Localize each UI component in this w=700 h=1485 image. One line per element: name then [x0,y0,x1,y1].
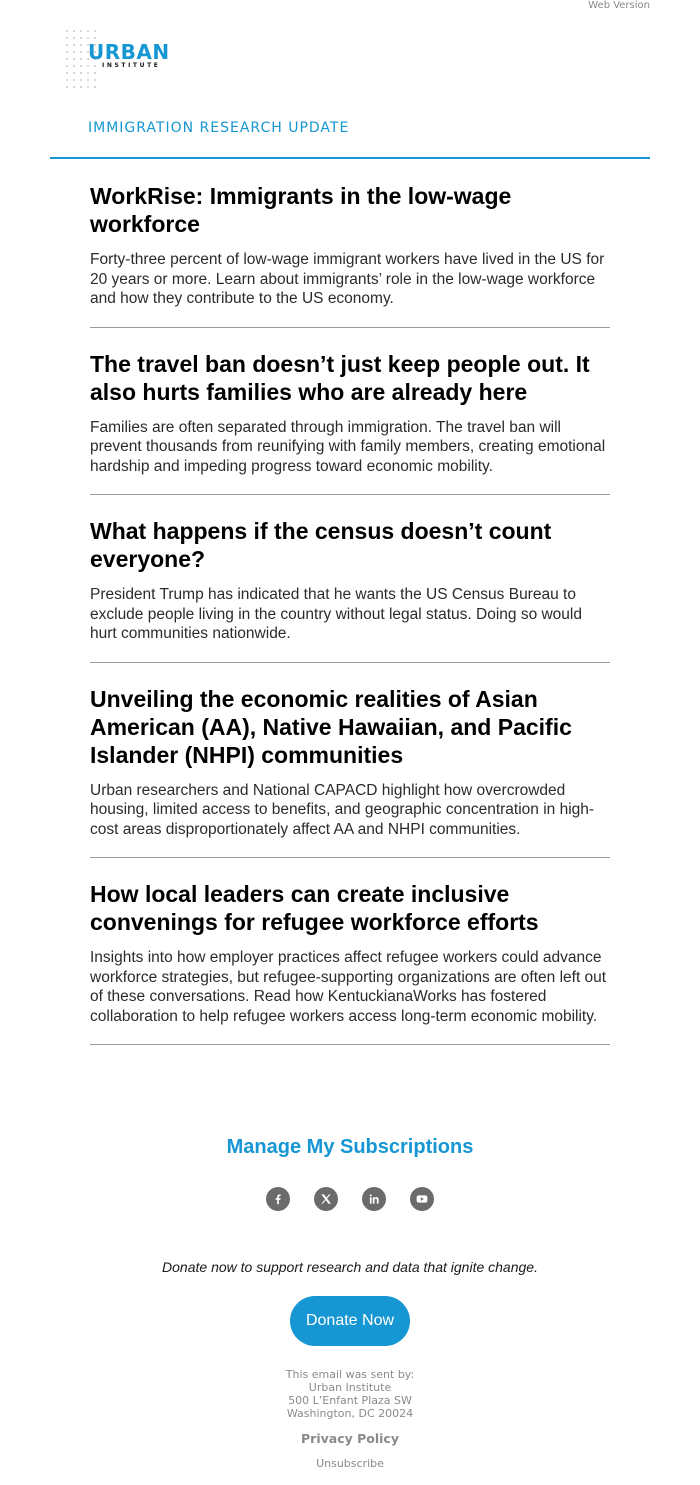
article-item [90,685,610,859]
logo-secondary-text: INSTITUTE [102,62,161,69]
article-summary: Forty-three percent of low-wage immigrant workers have lived in the US for 20 years or more. Learn about immigrants’ role in the low-wage workforce and how they contribute to the US economy. [90,251,605,307]
logo-dot [80,72,82,74]
article-item [90,350,610,496]
logo-dot [73,37,75,39]
sender-address-block [0,1368,700,1420]
article-summary: Families are often separated through immigration. The travel ban will prevent thousands from reunifying with family members, creating emotional hardship and impeding progress toward economic mobility. [90,418,606,475]
logo-dot [80,37,82,39]
logo-dot [94,86,96,88]
logo-dot [87,37,89,39]
facebook-icon[interactable] [266,1187,290,1211]
logo-dot [94,79,96,81]
logo-dot [66,58,68,60]
article-item [90,517,610,663]
article-title-link[interactable]: How local leaders can create inclusive convenings for refugee workforce efforts [90,881,539,935]
logo-dot [94,37,96,39]
logo-dot [80,65,82,67]
article-title-link[interactable]: What happens if the census doesn’t count everyone? [90,518,552,572]
header-divider [50,157,650,159]
logo-dot [87,65,89,67]
logo-dot [94,72,96,74]
sender-city: Washington, DC 20024 [286,1407,414,1420]
logo-dot [73,44,75,46]
logo-dot [73,79,75,81]
sent-by-line: This email was sent by: [285,1368,415,1381]
logo-dot [73,58,75,60]
logo-dot [73,86,75,88]
logo-dot [80,86,82,88]
logo-dot [80,30,82,32]
logo-dot [80,44,82,46]
logo-dot [80,58,82,60]
article-summary: Urban researchers and National CAPACD highlight how overcrowded housing, limited access to benefits, and geographic concentration in high-cost areas disproportionately affect AA and NHPI communities. [90,781,595,838]
donate-message: Donate now to support research and data that ignite change. [162,1259,538,1275]
web-version-link[interactable]: Web Version [588,0,650,11]
linkedin-icon[interactable] [362,1187,386,1211]
logo-dot [87,72,89,74]
newsletter-section-label: IMMIGRATION RESEARCH UPDATE [88,120,350,136]
privacy-policy-link[interactable]: Privacy Policy [301,1431,399,1446]
youtube-icon[interactable] [410,1187,434,1211]
logo-dot [66,86,68,88]
logo-dot [66,37,68,39]
logo-dot [80,79,82,81]
logo-dot [66,65,68,67]
article-item [90,182,610,328]
sender-name: Urban Institute [308,1381,392,1394]
x-icon[interactable] [314,1187,338,1211]
logo-dot [66,30,68,32]
article-title-link[interactable]: The travel ban doesn’t just keep people out. It also hurts families who are already here [90,350,590,405]
logo-dot [73,30,75,32]
logo-dot [73,65,75,67]
article-list [90,182,610,1067]
donate-now-button[interactable]: Donate Now [290,1296,410,1346]
logo-primary-text: URBAN [88,40,170,64]
logo-dot [94,65,96,67]
sender-street: 500 L’Enfant Plaza SW [288,1394,412,1407]
logo-dot [66,44,68,46]
logo-dot [94,30,96,32]
article-summary: President Trump has indicated that he wants the US Census Bureau to exclude people living in the country without legal status. Doing so would hurt communities nationwide. [90,586,582,642]
unsubscribe-link[interactable]: Unsubscribe [316,1457,384,1470]
logo-dot [80,51,82,53]
article-title-link[interactable]: WorkRise: Immigrants in the low-wage workforce [90,183,512,237]
logo-dot [87,86,89,88]
logo-dot [73,51,75,53]
logo-dot [66,79,68,81]
logo-dot [73,72,75,74]
logo-dot [87,79,89,81]
manage-subscriptions-link[interactable]: Manage My Subscriptions [226,1136,474,1158]
social-links [0,1187,700,1211]
logo-dot [66,72,68,74]
article-title-link[interactable]: Unveiling the economic realities of Asian American (AA), Native Hawaiian, and Pacific Islander (NHPI) communities [90,685,572,768]
logo-dot [87,30,89,32]
article-summary: Insights into how employer practices affect refugee workers could advance workforce strategies, but refugee-supporting organizations are often left out of these conversations. Read how KentuckianaWorks has fostered collaboration to help refugee workers access long-term economic mobility. [90,949,607,1025]
logo-dot [66,51,68,53]
article-item [90,880,610,1045]
urban-institute-logo[interactable] [64,28,184,94]
